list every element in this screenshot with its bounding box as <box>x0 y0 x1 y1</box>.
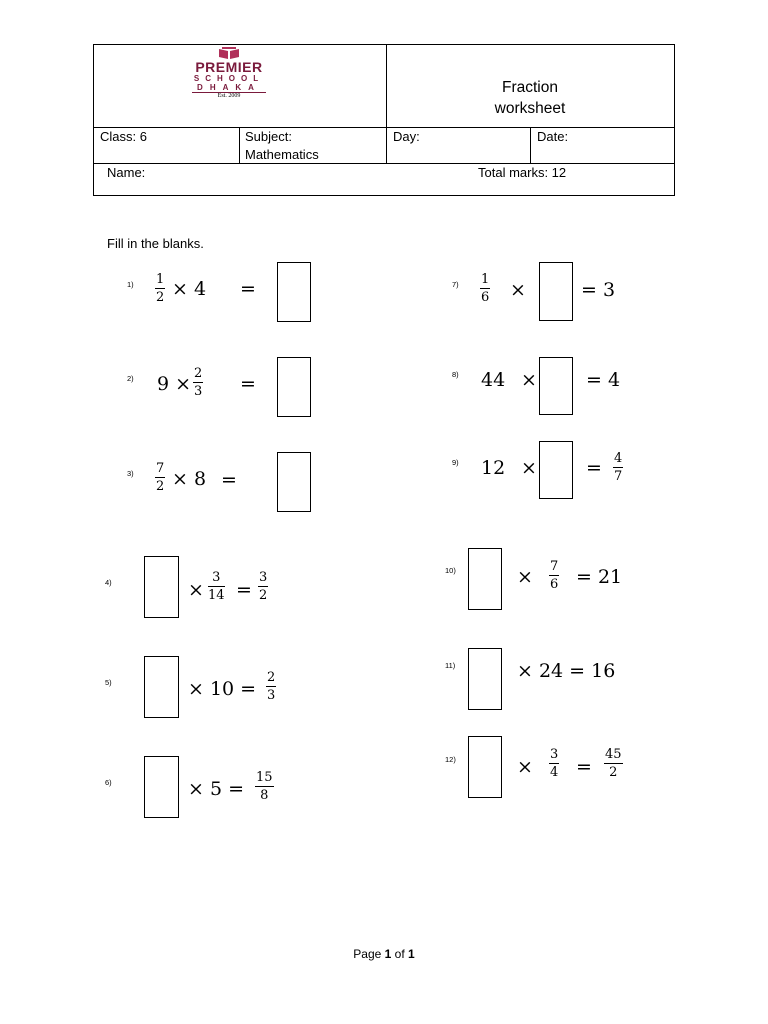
math-term: = 4 <box>586 369 621 391</box>
math-term: × 24 = 16 <box>517 660 616 682</box>
book-icon <box>186 46 272 60</box>
denominator: 2 <box>156 290 165 305</box>
subject-label: Subject: <box>245 129 292 144</box>
fraction <box>604 748 623 779</box>
fraction <box>255 771 274 802</box>
math-term: × 4 <box>172 278 207 300</box>
numerator: 7 <box>550 559 559 574</box>
denominator: 7 <box>614 469 623 484</box>
numerator: 15 <box>256 770 273 785</box>
fraction <box>549 748 559 779</box>
question-number: 11) <box>445 661 456 670</box>
class-label: Class: 6 <box>100 129 147 144</box>
denominator: 2 <box>156 479 165 494</box>
total-marks: Total marks: 12 <box>478 165 567 180</box>
denominator: 14 <box>208 588 225 603</box>
date-label: Date: <box>537 129 569 144</box>
fraction <box>193 367 203 398</box>
logo-line-3: DHAKA <box>197 83 261 92</box>
question-number: 6) <box>105 778 112 787</box>
denominator: 3 <box>267 688 276 703</box>
denominator: 6 <box>550 577 559 592</box>
header-table <box>93 44 675 196</box>
numerator: 2 <box>194 366 203 381</box>
denominator: 3 <box>194 384 203 399</box>
fraction <box>613 452 623 483</box>
answer-box[interactable] <box>144 556 179 618</box>
denominator: 4 <box>550 765 559 780</box>
question-number: 3) <box>127 469 134 478</box>
question-number: 8) <box>452 370 459 379</box>
answer-box[interactable] <box>539 441 573 499</box>
name-label: Name: <box>107 165 146 180</box>
page-footer <box>0 947 768 961</box>
school-logo <box>186 46 272 104</box>
fraction <box>549 560 559 591</box>
header-divider-row2 <box>93 163 675 164</box>
logo-rule <box>192 92 266 93</box>
math-term: × <box>188 579 204 601</box>
math-term: × 8 <box>172 468 207 490</box>
numerator: 1 <box>156 272 165 287</box>
numerator: 7 <box>156 461 165 476</box>
logo-line-1: PREMIER <box>195 59 263 75</box>
denominator: 2 <box>609 765 618 780</box>
answer-box[interactable] <box>277 357 311 417</box>
fraction <box>266 671 276 702</box>
numerator: 3 <box>259 570 268 585</box>
math-term: = 3 <box>581 279 616 301</box>
answer-box[interactable] <box>144 656 179 718</box>
answer-box[interactable] <box>144 756 179 818</box>
header-divider-date <box>530 127 531 163</box>
answer-box[interactable] <box>468 648 502 710</box>
math-term: × <box>517 756 533 778</box>
question-number: 5) <box>105 678 112 687</box>
equals-sign: = <box>236 579 252 601</box>
math-term: 44 <box>481 369 506 391</box>
question-number: 9) <box>452 458 459 467</box>
question-number: 12) <box>445 755 456 764</box>
math-term: × <box>510 279 526 301</box>
footer-prefix: Page <box>353 947 385 961</box>
numerator: 1 <box>481 272 490 287</box>
numerator: 4 <box>614 451 623 466</box>
title-line-1: Fraction <box>502 79 558 96</box>
footer-mid: of <box>391 947 409 961</box>
math-term: × 5 = <box>188 778 245 800</box>
math-term: × <box>521 369 537 391</box>
denominator: 8 <box>260 788 269 803</box>
equals-sign: = <box>240 278 256 300</box>
denominator: 2 <box>259 588 268 603</box>
equals-sign: = <box>586 457 602 479</box>
header-divider-row1 <box>93 127 675 128</box>
worksheet-title <box>380 77 680 119</box>
header-divider-subject <box>239 127 240 163</box>
answer-box[interactable] <box>277 452 311 512</box>
math-term: 12 <box>481 457 506 479</box>
logo-line-2: SCHOOL <box>193 74 265 83</box>
equals-sign: = <box>240 373 256 395</box>
subject-value: Mathematics <box>245 147 319 162</box>
math-term: × <box>521 457 537 479</box>
logo-est: Est. 2009 <box>217 93 241 99</box>
question-number: 10) <box>445 566 456 575</box>
fraction <box>258 571 268 602</box>
footer-page: 1 <box>384 947 392 961</box>
question-number: 4) <box>105 578 112 587</box>
question-number: 1) <box>127 280 134 289</box>
numerator: 2 <box>267 670 276 685</box>
answer-box[interactable] <box>468 548 502 610</box>
answer-box[interactable] <box>539 357 573 415</box>
math-term: 9 × <box>157 373 192 395</box>
fraction <box>208 571 225 602</box>
fraction <box>155 273 165 304</box>
instruction: Fill in the blanks. <box>107 236 204 251</box>
answer-box[interactable] <box>539 262 573 321</box>
denominator: 6 <box>481 290 490 305</box>
equals-sign: = <box>576 756 592 778</box>
answer-box[interactable] <box>468 736 502 798</box>
fraction <box>480 273 490 304</box>
answer-box[interactable] <box>277 262 311 322</box>
numerator: 3 <box>208 571 225 587</box>
numerator: 45 <box>605 747 622 762</box>
math-term: = 21 <box>576 566 623 588</box>
math-term: × 10 = <box>188 678 257 700</box>
title-line-2: worksheet <box>494 100 566 117</box>
day-label: Day: <box>393 129 420 144</box>
numerator: 3 <box>550 747 559 762</box>
question-number: 7) <box>452 280 459 289</box>
equals-sign: = <box>221 469 237 491</box>
fraction <box>155 462 165 493</box>
math-term: × <box>517 566 533 588</box>
footer-total: 1 <box>408 947 415 961</box>
question-number: 2) <box>127 374 134 383</box>
